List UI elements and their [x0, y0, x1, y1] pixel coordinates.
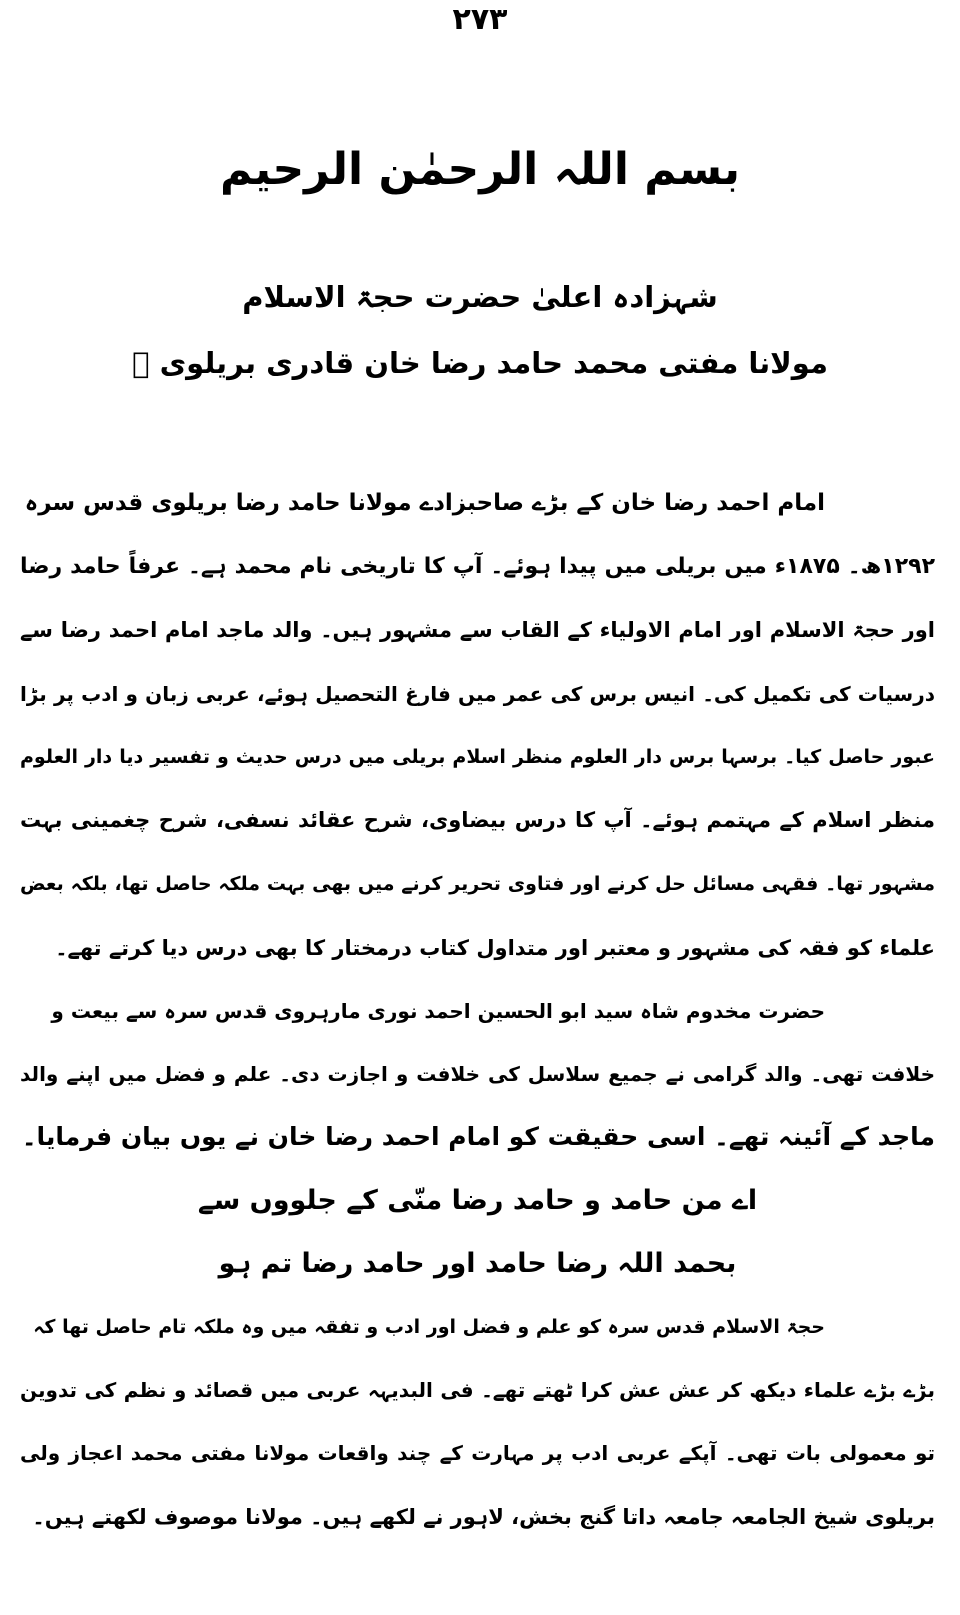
paragraph-line-6: منظر اسلام کے مہتمم ہوئے۔ آپ کا درس بیضاوی، شرح عقائد نسفی، شرح چغمینی بہت: [20, 808, 935, 832]
poem-verse-2: بحمد اللہ رضا حامد اور حامد رضا تم ہو: [218, 1248, 737, 1279]
basmala-heading: بسم اللہ الرحمٰن الرحیم: [219, 144, 741, 195]
poem-verse-1: اے من حامد و حامد رضا منّی کے جلووں سے: [197, 1185, 758, 1216]
paragraph-line-10: خلافت تھی۔ والد گرامی نے جمیع سلاسل کی خلافت و اجازت دی۔ علم و فضل میں اپنے والد: [20, 1062, 935, 1086]
paragraph-line-1: امام احمد رضا خان کے بڑے صاحبزادے مولانا حامد رضا بریلوی قدس سرہ: [24, 490, 825, 516]
paragraph-line-12: حجۃ الاسلام قدس سرہ کو علم و فضل اور ادب و تفقہ میں وہ ملکہ تام حاصل تھا کہ: [33, 1316, 825, 1338]
paragraph-line-13: بڑے بڑے علماء دیکھ کر عش عش کرا ٹھتے تھے۔ فی البدیہہ عربی میں قصائد و نظم کی تدوین: [20, 1378, 935, 1402]
paragraph-line-11: ماجد کے آئینہ تھے۔ اسی حقیقت کو امام احمد رضا خان نے یوں بیان فرمایا۔: [21, 1122, 935, 1151]
paragraph-line-15: بریلوی شیخ الجامعہ جامعہ داتا گنج بخش، لاہور نے لکھے ہیں۔ مولانا موصوف لکھتے ہیں۔: [32, 1505, 935, 1529]
paragraph-line-5: عبور حاصل کیا۔ برسہا برس دار العلوم منظر اسلام بریلی میں درس حدیث و تفسیر دیا دار العلوم: [20, 746, 935, 768]
paragraph-line-7: مشہور تھا۔ فقہی مسائل حل کرنے اور فتاوی تحریر کرنے میں بھی بہت ملکہ حاصل تھا، بلکہ بعض: [20, 873, 935, 895]
paragraph-line-3: اور حجۃ الاسلام اور امام الاولیاء کے القاب سے مشہور ہیں۔ والد ماجد امام احمد رضا سے: [20, 618, 935, 642]
paragraph-line-8: علماء کو فقہ کی مشہور و معتبر اور متداول کتاب درمختار کا بھی درس دیا کرتے تھے۔: [55, 936, 935, 960]
page-number: ۲۷۳: [452, 2, 508, 37]
paragraph-line-2: ۱۲۹۲ھ۔ ۱۸۷۵ء میں بریلی میں پیدا ہوئے۔ آپ کا تاریخی نام محمد ہے۔ عرفاً حامد رضا: [20, 554, 935, 579]
paragraph-line-4: درسیات کی تکمیل کی۔ انیس برس کی عمر میں فارغ التحصیل ہوئے، عربی زبان و ادب پر بڑا: [20, 682, 935, 706]
section-title-line-2: مولانا مفتی محمد حامد رضا خان قادری بریلوی ﷫: [132, 346, 828, 380]
section-title-line-1: شہزادہ اعلیٰ حضرت حجۃ الاسلام: [242, 280, 718, 314]
paragraph-line-9: حضرت مخدوم شاہ سید ابو الحسین احمد نوری مارہروی قدس سرہ سے بیعت و: [51, 999, 825, 1023]
paragraph-line-14: تو معمولی بات تھی۔ آپکے عربی ادب پر مہارت کے چند واقعات مولانا مفتی محمد اعجاز ولی: [20, 1441, 935, 1465]
